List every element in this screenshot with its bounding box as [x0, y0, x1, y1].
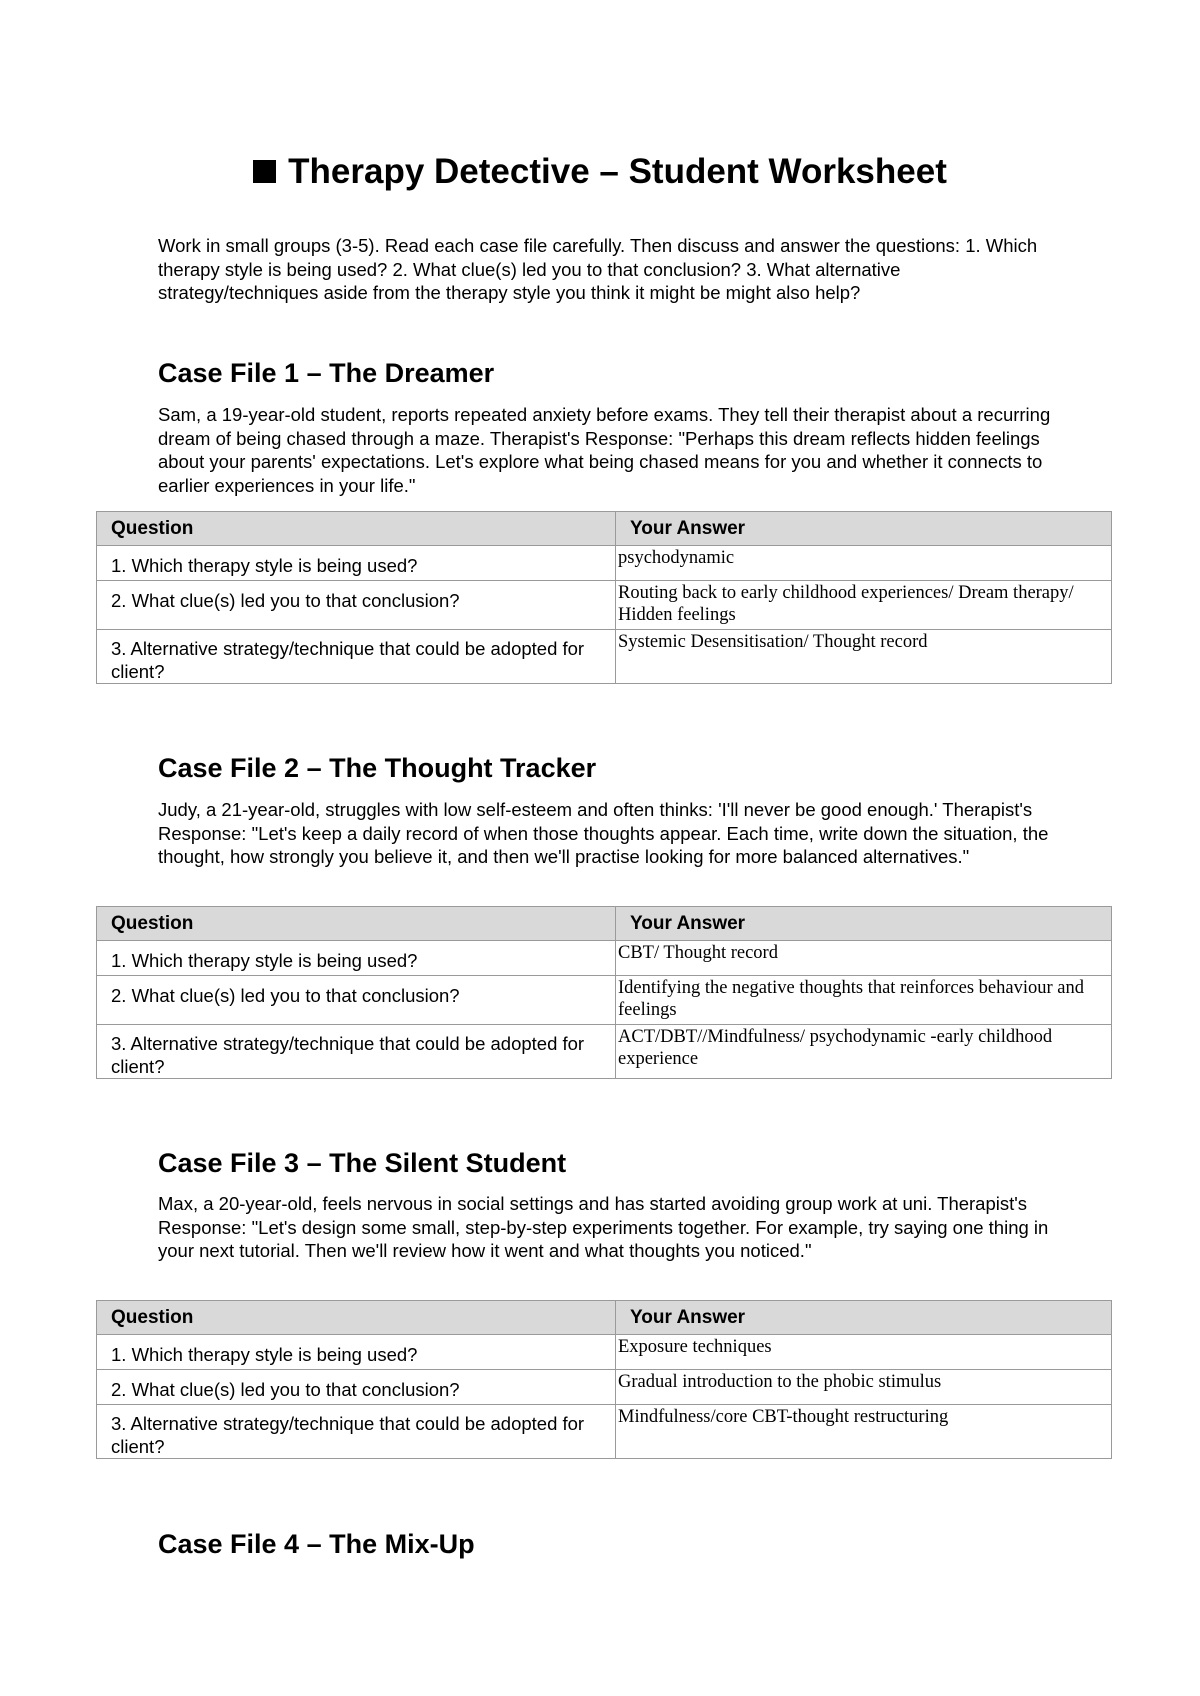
question-cell: 1. Which therapy style is being used?	[97, 546, 616, 581]
answer-cell[interactable]: psychodynamic	[616, 546, 1112, 581]
answer-column-header: Your Answer	[616, 907, 1112, 941]
table-header-row	[97, 1301, 1112, 1335]
answer-column-header: Your Answer	[616, 512, 1112, 546]
answer-cell[interactable]: Identifying the negative thoughts that reinforces behaviour and feelings	[616, 976, 1112, 1025]
case-3-body: Max, a 20-year-old, feels nervous in social settings and has started avoiding group work at uni. Therapist's Response: "Let's design some small, step-by-step experiments together. For example, try saying one thing in your next tutorial. Then we'll review how it went and what thoughts you noticed."	[158, 1193, 1049, 1261]
question-cell: 1. Which therapy style is being used?	[97, 1335, 616, 1370]
answer-cell[interactable]: Gradual introduction to the phobic stimulus	[616, 1370, 1112, 1405]
table-row	[97, 1335, 1112, 1370]
answer-cell[interactable]: Exposure techniques	[616, 1335, 1112, 1370]
question-cell: 2. What clue(s) led you to that conclusion?	[97, 1370, 616, 1405]
question-column-header: Question	[97, 1301, 616, 1335]
case-1-heading: Case File 1 – The Dreamer	[158, 358, 495, 388]
table-row	[97, 1025, 1112, 1079]
answer-cell[interactable]: Systemic Desensitisation/ Thought record	[616, 630, 1112, 684]
table-header-row	[97, 907, 1112, 941]
table-row	[97, 976, 1112, 1025]
answer-cell[interactable]: Routing back to early childhood experiences/ Dream therapy/ Hidden feelings	[616, 581, 1112, 630]
case-1-answer-table	[96, 511, 1112, 684]
table-header-row	[97, 512, 1112, 546]
case-3-answer-table	[96, 1300, 1112, 1459]
question-cell: 3. Alternative strategy/technique that could be adopted for client?	[97, 630, 616, 684]
question-cell: 3. Alternative strategy/technique that could be adopted for client?	[97, 1025, 616, 1079]
table-row	[97, 581, 1112, 630]
case-3-heading: Case File 3 – The Silent Student	[158, 1148, 567, 1178]
page-title-text: Therapy Detective – Student Worksheet	[288, 152, 947, 191]
question-cell: 2. What clue(s) led you to that conclusion?	[97, 976, 616, 1025]
question-column-header: Question	[97, 907, 616, 941]
answer-cell[interactable]: CBT/ Thought record	[616, 941, 1112, 976]
case-4-heading: Case File 4 – The Mix-Up	[158, 1529, 475, 1559]
answer-column-header: Your Answer	[616, 1301, 1112, 1335]
table-row	[97, 546, 1112, 581]
question-cell: 1. Which therapy style is being used?	[97, 941, 616, 976]
case-1-body: Sam, a 19-year-old student, reports repeated anxiety before exams. They tell their therapist about a recurring dream of being chased through a maze. Therapist's Response: "Perhaps this dream reflects hidden feelings about your parents' expectations. Let's explore what being chased means for you and whether it connects to earlier experiences in your life."	[158, 404, 1051, 496]
page-title	[0, 150, 1200, 194]
case-2-heading: Case File 2 – The Thought Tracker	[158, 753, 597, 783]
table-row	[97, 941, 1112, 976]
case-2-body: Judy, a 21-year-old, struggles with low self-esteem and often thinks: 'I'll never be good enough.' Therapist's Response: "Let's keep a daily record of when those thoughts appear. Each time, write down the situation, the thought, how strongly you believe it, and then we'll practise looking for more balanced alternatives."	[158, 799, 1049, 867]
intro-paragraph: Work in small groups (3-5). Read each case file carefully. Then discuss and answer the questions: 1. Which therapy style is being used? 2. What clue(s) led you to that conclusion? 3. What alternative strategy/techniques aside from the therapy style you think it might be might also help?	[158, 235, 1038, 303]
table-row	[97, 1370, 1112, 1405]
question-column-header: Question	[97, 512, 616, 546]
black-square-icon	[253, 160, 276, 183]
question-cell: 3. Alternative strategy/technique that could be adopted for client?	[97, 1405, 616, 1459]
answer-cell[interactable]: Mindfulness/core CBT-thought restructuring	[616, 1405, 1112, 1459]
table-row	[97, 1405, 1112, 1459]
table-row	[97, 630, 1112, 684]
case-2-answer-table	[96, 906, 1112, 1079]
answer-cell[interactable]: ACT/DBT//Mindfulness/ psychodynamic -early childhood experience	[616, 1025, 1112, 1079]
question-cell: 2. What clue(s) led you to that conclusion?	[97, 581, 616, 630]
